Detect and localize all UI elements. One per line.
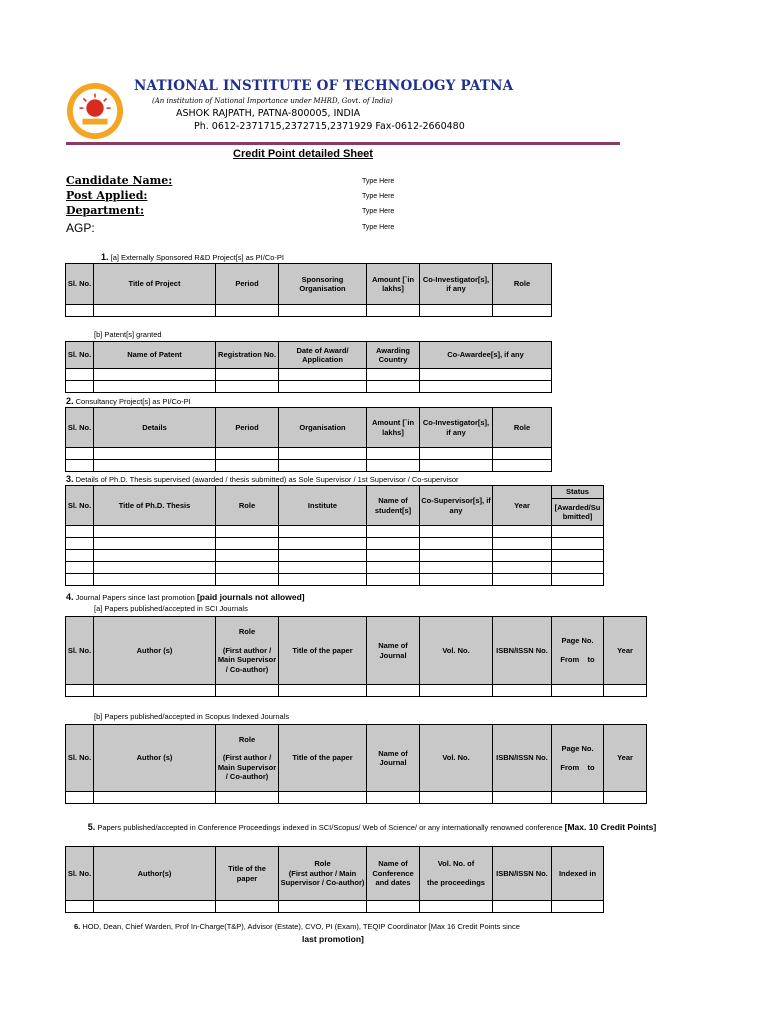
table-row[interactable] (66, 460, 552, 472)
col-co-supervisors: Co-Supervisor[s], if any (420, 486, 493, 526)
col-sl-no: Sl. No. (66, 486, 94, 526)
table-row[interactable] (66, 550, 604, 562)
col-details: Details (94, 408, 216, 448)
section-2-caption: 2. Consultancy Project[s] as PI/Co-PI (66, 396, 191, 406)
col-vol-no-proceedings: Vol. No. of the proceedings (420, 847, 493, 901)
col-role: Role (493, 264, 552, 305)
sponsored-projects-table (65, 263, 552, 317)
col-name-of-students: Name of student[s] (367, 486, 420, 526)
post-applied-label: Post Applied: (66, 189, 148, 202)
col-sl-no: Sl. No. (66, 264, 94, 305)
col-sponsoring-organisation: Sponsoring Organisation (279, 264, 367, 305)
col-isbn-issn: ISBN/ISSN No. (493, 617, 552, 685)
col-indexed-in: Indexed in (552, 847, 604, 901)
col-period: Period (216, 264, 279, 305)
col-authors: Author(s) (94, 847, 216, 901)
table-row[interactable] (66, 369, 552, 381)
col-sl-no: Sl. No. (66, 725, 94, 792)
conference-papers-table (65, 846, 604, 913)
department-label: Department: (66, 204, 145, 217)
col-status: Status (552, 486, 604, 499)
col-page-no: Page No. From to (552, 617, 604, 685)
col-authors: Author (s) (94, 725, 216, 792)
sheet-title: Credit Point detailed Sheet (233, 148, 373, 160)
col-amount: Amount [`in lakhs] (367, 408, 420, 448)
section-1b-caption: [b] Patent[s] granted (94, 330, 162, 339)
col-year: Year (604, 617, 647, 685)
section-3-caption: 3. Details of Ph.D. Thesis supervised (awarded / thesis submitted) as Sole Supervisor / 1st Supervisor / Co-supervisor (66, 474, 459, 484)
nit-patna-logo-icon (66, 82, 124, 140)
institute-header (66, 74, 556, 146)
section-5-caption: 5. Papers published/accepted in Conference Proceedings indexed in SCI/Scopus/ Web of Science/ or any internationally renowned conference [Max. 10 Credit Points] (87, 822, 657, 832)
col-title-of-paper: Title of the paper (216, 847, 279, 901)
section-4-caption: 4. Journal Papers since last promotion [paid journals not allowed] (66, 592, 305, 602)
col-title-of-project: Title of Project (94, 264, 216, 305)
col-co-investigators: Co-Investigator[s], if any (420, 408, 493, 448)
table-row[interactable] (66, 448, 552, 460)
col-year: Year (493, 486, 552, 526)
col-title-of-thesis: Title of Ph.D. Thesis (94, 486, 216, 526)
table-row[interactable] (66, 305, 552, 317)
section-4a-caption: [a] Papers published/accepted in SCI Journals (94, 604, 248, 613)
col-isbn-issn: ISBN/ISSN No. (493, 725, 552, 792)
col-sl-no: Sl. No. (66, 617, 94, 685)
col-name-of-journal: Name of Journal (367, 725, 420, 792)
col-registration-no: Registration No. (216, 342, 279, 369)
col-role: Role (First author / Main Supervisor / Co-author) (216, 725, 279, 792)
institute-address: ASHOK RAJPATH, PATNA-800005, INDIA (176, 108, 361, 119)
section-6-caption-cont: last promotion] (302, 934, 364, 944)
candidate-name-label: Candidate Name: (66, 174, 173, 187)
col-isbn-issn: ISBN/ISSN No. (493, 847, 552, 901)
table-row[interactable] (66, 792, 647, 804)
col-period: Period (216, 408, 279, 448)
candidate-name-value[interactable]: Type Here (362, 178, 395, 185)
table-row[interactable] (66, 901, 604, 913)
col-vol-no: Vol. No. (420, 725, 493, 792)
col-organisation: Organisation (279, 408, 367, 448)
col-co-awardees: Co-Awardee[s], if any (420, 342, 552, 369)
col-page-no: Page No. From to (552, 725, 604, 792)
table-row[interactable] (66, 685, 647, 697)
institute-phone: Ph. 0612-2371715,2372715,2371929 Fax-0612-2660480 (194, 121, 465, 132)
col-title-of-paper: Title of the paper (279, 617, 367, 685)
patents-table (65, 341, 552, 393)
col-awarding-country: Awarding Country (367, 342, 420, 369)
consultancy-projects-table (65, 407, 552, 472)
col-status-sub: [Awarded/Submitted] (552, 499, 604, 526)
col-role: Role (First author / Main Supervisor / Co-author) (216, 617, 279, 685)
post-applied-value[interactable]: Type Here (362, 193, 395, 200)
scopus-journal-papers-table (65, 724, 647, 804)
col-role: Role (First author / Main Supervisor / Co-author) (279, 847, 367, 901)
col-name-of-journal: Name of Journal (367, 617, 420, 685)
table-row[interactable] (66, 538, 604, 550)
col-name-of-conference: Name of Conference and dates (367, 847, 420, 901)
col-title-of-paper: Title of the paper (279, 725, 367, 792)
col-authors: Author (s) (94, 617, 216, 685)
col-role: Role (493, 408, 552, 448)
table-row[interactable] (66, 526, 604, 538)
phd-supervision-table (65, 485, 604, 586)
col-sl-no: Sl. No. (66, 847, 94, 901)
col-role: Role (216, 486, 279, 526)
col-date-of-award: Date of Award/ Application (279, 342, 367, 369)
col-sl-no: Sl. No. (66, 408, 94, 448)
col-name-of-patent: Name of Patent (94, 342, 216, 369)
institute-subtitle: (An institution of National Importance under MHRD, Govt. of India) (152, 97, 393, 105)
col-institute: Institute (279, 486, 367, 526)
agp-value[interactable]: Type Here (362, 224, 395, 231)
col-amount: Amount [`in lakhs] (367, 264, 420, 305)
col-vol-no: Vol. No. (420, 617, 493, 685)
section-6-caption: 6. HOD, Dean, Chief Warden, Prof In-Charge(T&P), Advisor (Estate), CVO, PI (Exam), TEQIP Coordinator [Max 16 Credit Points since (74, 922, 520, 931)
col-sl-no: Sl. No. (66, 342, 94, 369)
col-co-investigators: Co-Investigator[s], if any (420, 264, 493, 305)
col-year: Year (604, 725, 647, 792)
sci-journal-papers-table (65, 616, 647, 697)
table-row[interactable] (66, 562, 604, 574)
header-divider (66, 142, 620, 145)
section-4b-caption: [b] Papers published/accepted in Scopus Indexed Journals (94, 712, 290, 721)
department-value[interactable]: Type Here (362, 208, 395, 215)
table-row[interactable] (66, 381, 552, 393)
section-1a-caption: 1. [a] Externally Sponsored R&D Project[s] as PI/Co-PI (101, 252, 285, 262)
institute-name: NATIONAL INSTITUTE OF TECHNOLOGY PATNA (134, 78, 514, 94)
agp-label: AGP: (66, 221, 95, 235)
table-row[interactable] (66, 574, 604, 586)
